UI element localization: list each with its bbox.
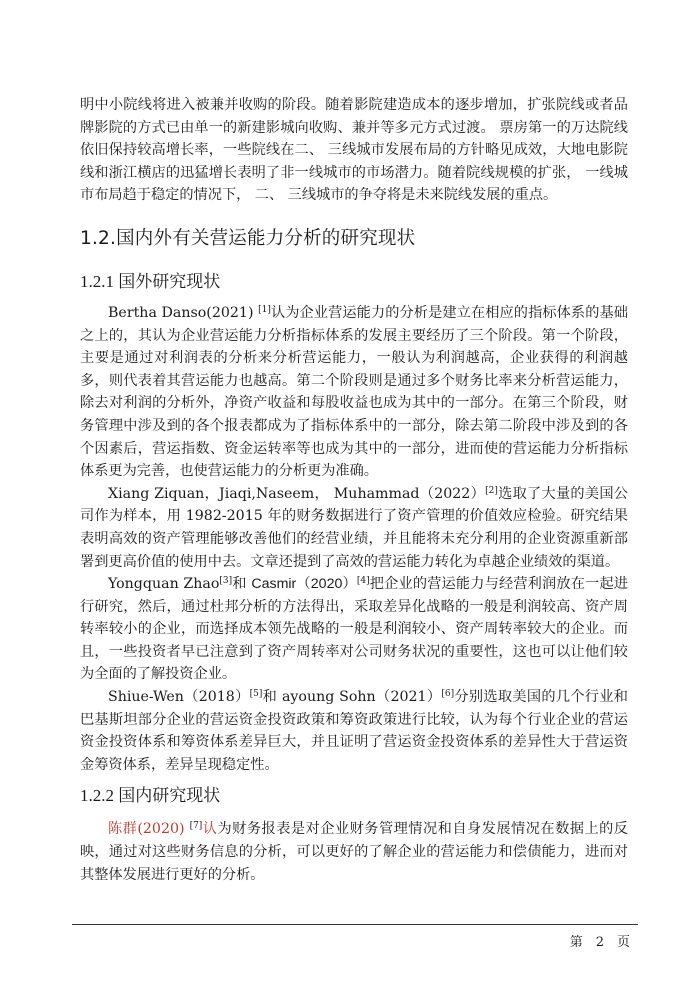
paragraph-text: 认为企业营运能力的分析是建立在相应的指标体系的基础之上的，其认为企业营运能力分析指标体系的发展主要经历了三个阶段。第一个阶段，主要是通过对利润表的分析来分析营运能力，一般认为利润越高，企业获得的利润越多，则代表着其营运能力也越高。第二个阶段则是通过多个财务比率来分析营运能力，除去对利润的分析外，净资产收益和每股收益也成为其中的一部分。在第三个阶段，财务管理中涉及到的各个报表都成为了指标体系中的一部分，除去第二阶段中涉及到的各个因素后，营运指数、资金运转率等也成为其中的一部分，进而使的营运能力分析指标体系更为完善，也使营运能力的分析更为准确。 [80, 304, 628, 480]
reference-marker: [3] [219, 576, 233, 587]
page-footer [564, 931, 637, 950]
reference-marker: [1] [258, 304, 271, 315]
footer-divider [72, 924, 638, 925]
intro-paragraph: 明中小院线将进入被兼并收购的阶段。随着影院建造成本的逐步增加，扩张院线或者品牌影院的方式已由单一的新建影城向收购、兼并等多元方式过渡。 票房第一的万达院线依旧保持较高增长率，一些院线在二、 三线城市发展布局的方针略见成效，大地电影院线和浙江横店的迅猛增长表明了非一线城市的市场潜力。随着院线规模的扩张， 一线城市布局趋于稳定的情况下， 二、 三线城市的争夺将是未来院线发展的重点。 [80, 97, 628, 204]
paragraph-danso [80, 302, 628, 483]
conjunction-text: 和 [262, 689, 282, 706]
citation-author: Bertha Danso(2021) [108, 304, 254, 321]
citation-author: Xiang Ziquan，Jiaqi,Naseem， Muhammad（2022） [108, 485, 486, 502]
citation-author: Shiue-Wen（2018） [108, 689, 250, 706]
reference-marker: [7] [189, 821, 203, 832]
reference-marker: [4] [356, 576, 370, 587]
paragraph-text: 为财务报表是对企业财务管理情况和自身发展情况在数据上的反映，通过对这些财务信息的分析，可以更好的了解企业的营运能力和偿债能力，进而对其整体发展进行更好的分析。 [80, 821, 628, 883]
paragraph-xiang [80, 483, 628, 573]
subsection-heading-domestic: 1.2.2 国内研究现状 [80, 786, 221, 806]
citation-author: ayoung Sohn（2021） [281, 689, 442, 706]
paragraph-text: 把企业的营运能力与经营利润放在一起进行研究，然后，通过杜邦分析的方法得出，采取差异化战略的一般是利润较高、资产周转率较小的企业，而选择成本领先战略的一般是利润较小、资产周转率较大的企业。而且，一些投资者早已注意到了资产周转率对公司财务状况的重要性，这也可以让他们较为全面的了解投资企业。 [80, 576, 628, 683]
subsection-heading-foreign: 1.2.1 国外研究现状 [80, 271, 221, 291]
citation-author: 陈群(2020) [108, 821, 185, 838]
reference-marker: [6] [441, 689, 455, 700]
reference-marker: [5] [249, 689, 263, 700]
citation-author: Casmir（2020） [251, 576, 357, 593]
conjunction-text: 和 [232, 576, 252, 593]
footer-prefix: 第 [569, 935, 584, 950]
section-heading-1-2: 1.2.国内外有关营运能力分析的研究现状 [80, 227, 416, 249]
highlighted-text: 认 [202, 821, 218, 838]
paragraph-text: 选取了大量的美国公司作为样本，用 1982-2015 年的财务数据进行了资产管理的价值效应检验。研究结果表明高效的资产管理能够改善他们的经营业绩，并且能将未充分利用的企业资源重新部署到更高价值的使用中去。文章还提到了高效的营运能力转化为卓越企业绩效的渠道。 [80, 485, 628, 570]
page-number: 2 [595, 935, 605, 950]
citation-author: Yongquan Zhao [108, 576, 220, 593]
paragraph-zhao [80, 573, 628, 686]
paragraph-shiue [80, 686, 628, 776]
reference-marker: [2] [485, 485, 498, 496]
paragraph-chenqun [80, 818, 628, 886]
paragraph-text: 分别选取美国的几个行业和巴基斯坦部分企业的营运资金投资政策和筹资政策进行比较，认为每个行业企业的营运资金投资体系和筹资体系差异巨大，并且证明了营运资金投资体系的差异性大于营运资金筹资体系，差异呈现稳定性。 [80, 689, 628, 773]
footer-suffix: 页 [616, 935, 631, 950]
document-body [80, 94, 628, 886]
